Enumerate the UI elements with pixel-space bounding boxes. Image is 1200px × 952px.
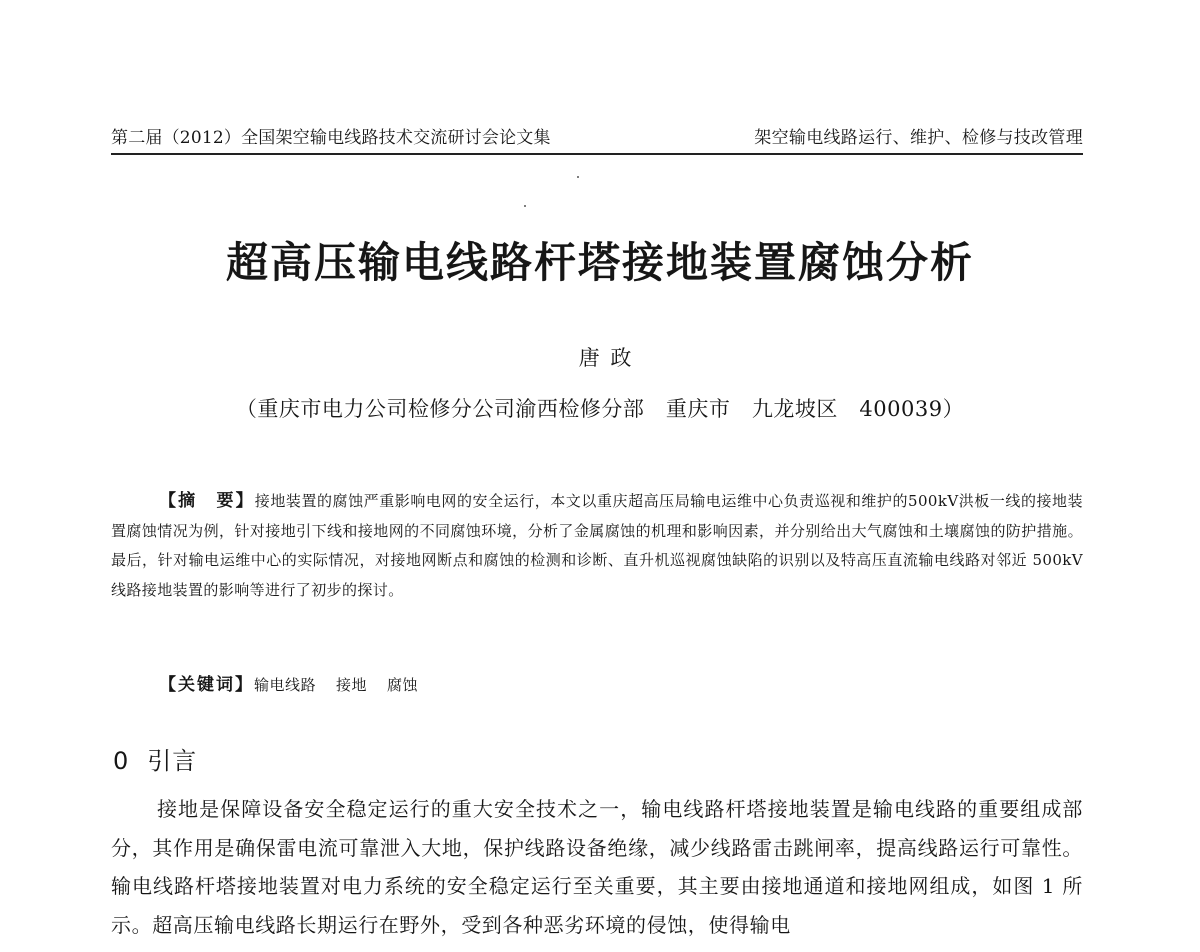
author-affiliation: （重庆市电力公司检修分公司渝西检修分部 重庆市 九龙坡区 400039）	[235, 397, 965, 421]
paper-title: 超高压输电线路杆塔接地装置腐蚀分析	[225, 238, 974, 287]
abstract-text: 接地装置的腐蚀严重影响电网的安全运行，本文以重庆超高压局输电运维中心负责巡视和维护的500kV洪板一线的接地装置腐蚀情况为例，针对接地引下线和接地网的不同腐蚀环境，分析了金属腐蚀的机理和影响因素，并分别给出大气腐蚀和土壤腐蚀的防护措施。最后，针对输电运维中心的实际情况，对接地网断点和腐蚀的检测和诊断、直升机巡视腐蚀缺陷的识别以及特高压直流输电线路对邻近 500kV 线路接地装置的影响等进行了初步的探讨。	[111, 492, 1084, 599]
body-paragraph: 接地是保障设备安全稳定运行的重大安全技术之一，输电线路杆塔接地装置是输电线路的重要组成部分，其作用是确保雷电流可靠泄入大地，保护线路设备绝缘，减少线路雷击跳闸率，提高线路运行可靠性。输电线路杆塔接地装置对电力系统的安全稳定运行至关重要，其主要由接地通道和接地网组成，如图 1 所示。超高压输电线路长期运行在野外，受到各种恶劣环境的侵蚀，使得输电	[111, 797, 1083, 937]
section-title: 引言	[147, 747, 198, 775]
section-heading	[113, 741, 197, 776]
section-number: 0	[113, 747, 130, 775]
keyword: 接地	[336, 676, 368, 694]
abstract-label: 【摘 要】	[159, 491, 255, 511]
keyword: 腐蚀	[387, 676, 419, 694]
keywords-line	[159, 670, 438, 695]
header-section-title: 架空输电线路运行、维护、检修与技改管理	[754, 128, 1083, 148]
abstract-paragraph	[111, 487, 1083, 605]
keywords-label: 【关键词】	[159, 675, 254, 695]
scan-speck	[524, 205, 526, 207]
author-name: 唐 政	[578, 346, 634, 370]
keyword: 输电线路	[254, 676, 317, 694]
abstract-block	[111, 487, 1083, 605]
running-header	[111, 121, 1083, 155]
header-proceedings-title: 第二届（2012）全国架空输电线路技术交流研讨会论文集	[111, 128, 551, 148]
scan-speck	[577, 176, 579, 178]
